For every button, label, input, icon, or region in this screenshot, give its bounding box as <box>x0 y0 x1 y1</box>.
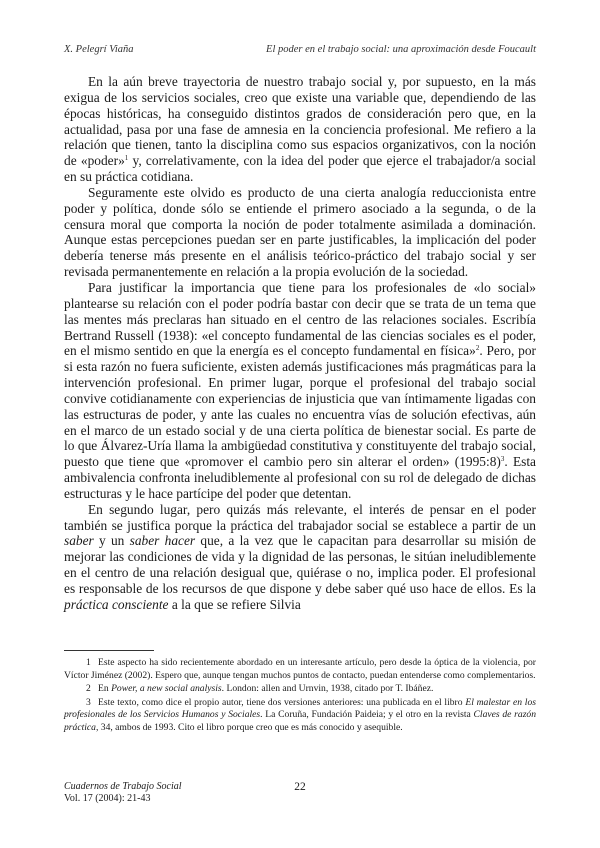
body-text <box>64 74 536 613</box>
paragraph: En la aún breve trayectoria de nuestro trabajo social y, por supuesto, en la más exigua de los servicios sociales, creo que existe una variable que, dependiendo de las épocas históricas, ha conseguido distintos grados de consideración pero que, en la actualidad, pasa por una fase de amnesia en la conciencia profesional. Me refiero a la relación que tienen, tanto la disciplina como sus espacios organizativos, con la noción de «poder»$^1$ y, correlativamente, con la idea del poder que ejerce el trabajador/a social en su práctica cotidiana. <box>64 74 536 185</box>
footnote-number: 2 <box>86 683 91 695</box>
running-header <box>64 44 536 55</box>
paragraph: Seguramente este olvido es producto de una cierta analogía reduccionista entre poder y política, donde sólo se entiende el primero asociado a la segunda, o de la censura moral que comporta la noción de poder totalmente asimilada a dominación. Aunque estas percepciones puedan ser en parte justificables, la implicación del poder debería tenerse más presente en el análisis teórico-práctico del trabajo social y ser revisada permanentemente en relación a la propia evolución de la sociedad. <box>64 184 536 280</box>
header-title: El poder en el trabajo social: una aproximación desde Foucault <box>266 44 536 55</box>
footnote-number: 1 <box>86 657 91 668</box>
footnote-ref[interactable]: 1 <box>124 154 129 163</box>
footnote: 2 En Power, a new social analysis. London: allen and Urnvin, 1938, citado por T. Ibáñez. <box>86 683 434 695</box>
journal-name: Cuadernos de Trabajo Social <box>64 781 182 792</box>
journal-volume: Vol. 17 (2004): 21-43 <box>64 793 151 804</box>
footnote-number: 3 <box>86 696 91 708</box>
footnote-ref[interactable]: 2 <box>475 344 480 353</box>
footnotes <box>64 657 536 736</box>
footnote: 1 Este aspecto ha sido recientemente abordado en un interesante artículo, pero desde la óptica de la violencia, por Víctor Jiménez (2002). Espero que, aunque tengan muchos puntos de contacto, puedan entenderse como complementarios. <box>64 657 536 681</box>
paragraph: En segundo lugar, pero quizás más relevante, el interés de pensar en el poder también se justifica porque la práctica del trabajador social se establece a partir de un saber y un saber hacer que, a la vez que le capacitan para desarrollar su misión de mejorar las condiciones de vida y la dignidad de las personas, le sitúan ineludiblemente en el centro de una relación desigual que, quiérase o no, implica poder. El profesional es responsable de los recursos de que dispone y debe saber qué uso hace de ellos. Es la práctica consciente a la que se refiere Silvia <box>64 501 536 612</box>
paragraph: Para justificar la importancia que tiene para los profesionales de «lo social» plantearse su relación con el poder podría bastar con decir que se trata de un tema que las mentes más preclaras han situado en el centro de las relaciones sociales. Escribía Bertrand Russell (1938): «el concepto fundamental de las ciencias sociales es el poder, en el mismo sentido en que la energía es el concepto fundamental en física»$^2$. Pero, por si esta razón no fuera suficiente, existen además justificaciones más pragmáticas para la intervención profesional. En primer lugar, porque el profesional del trabajo social convive cotidianamente con experiencias de injusticia que van íntimamente ligadas con las estructuras de poder, y ante las cuales no encuentra vías de solución efectivas, aún en el marco de un estado social y de una cierta política de bienestar social. Es parte de lo que Álvarez-Uría llama la ambigüedad constitutiva y constituyente del trabajo social, puesto que tiene que «promover el cambio pero sin alterar el orden» (1995:8)$^3$. Esta ambivalencia confronta ineludiblemente al profesional con su rol de delegado de dichas estructuras y le hace partícipe del poder que detentan. <box>64 279 536 501</box>
page-number: 22 <box>294 781 306 793</box>
header-author: X. Pelegrí Viaña <box>64 44 134 55</box>
footnote-divider <box>64 650 154 651</box>
footnote-ref[interactable]: 3 <box>500 455 505 464</box>
footnote: 3 Este texto, como dice el propio autor, tiene dos versiones anteriores: una publicada en el libro El malestar en los profesionales de los Servicios Humanos y Sociales. La Coruña, Fundación Paideia; y el otro en la revista Claves de razón práctica, 34, ambos de 1993. Cito el libro porque creo que es más conocido y asequible. <box>64 696 537 733</box>
